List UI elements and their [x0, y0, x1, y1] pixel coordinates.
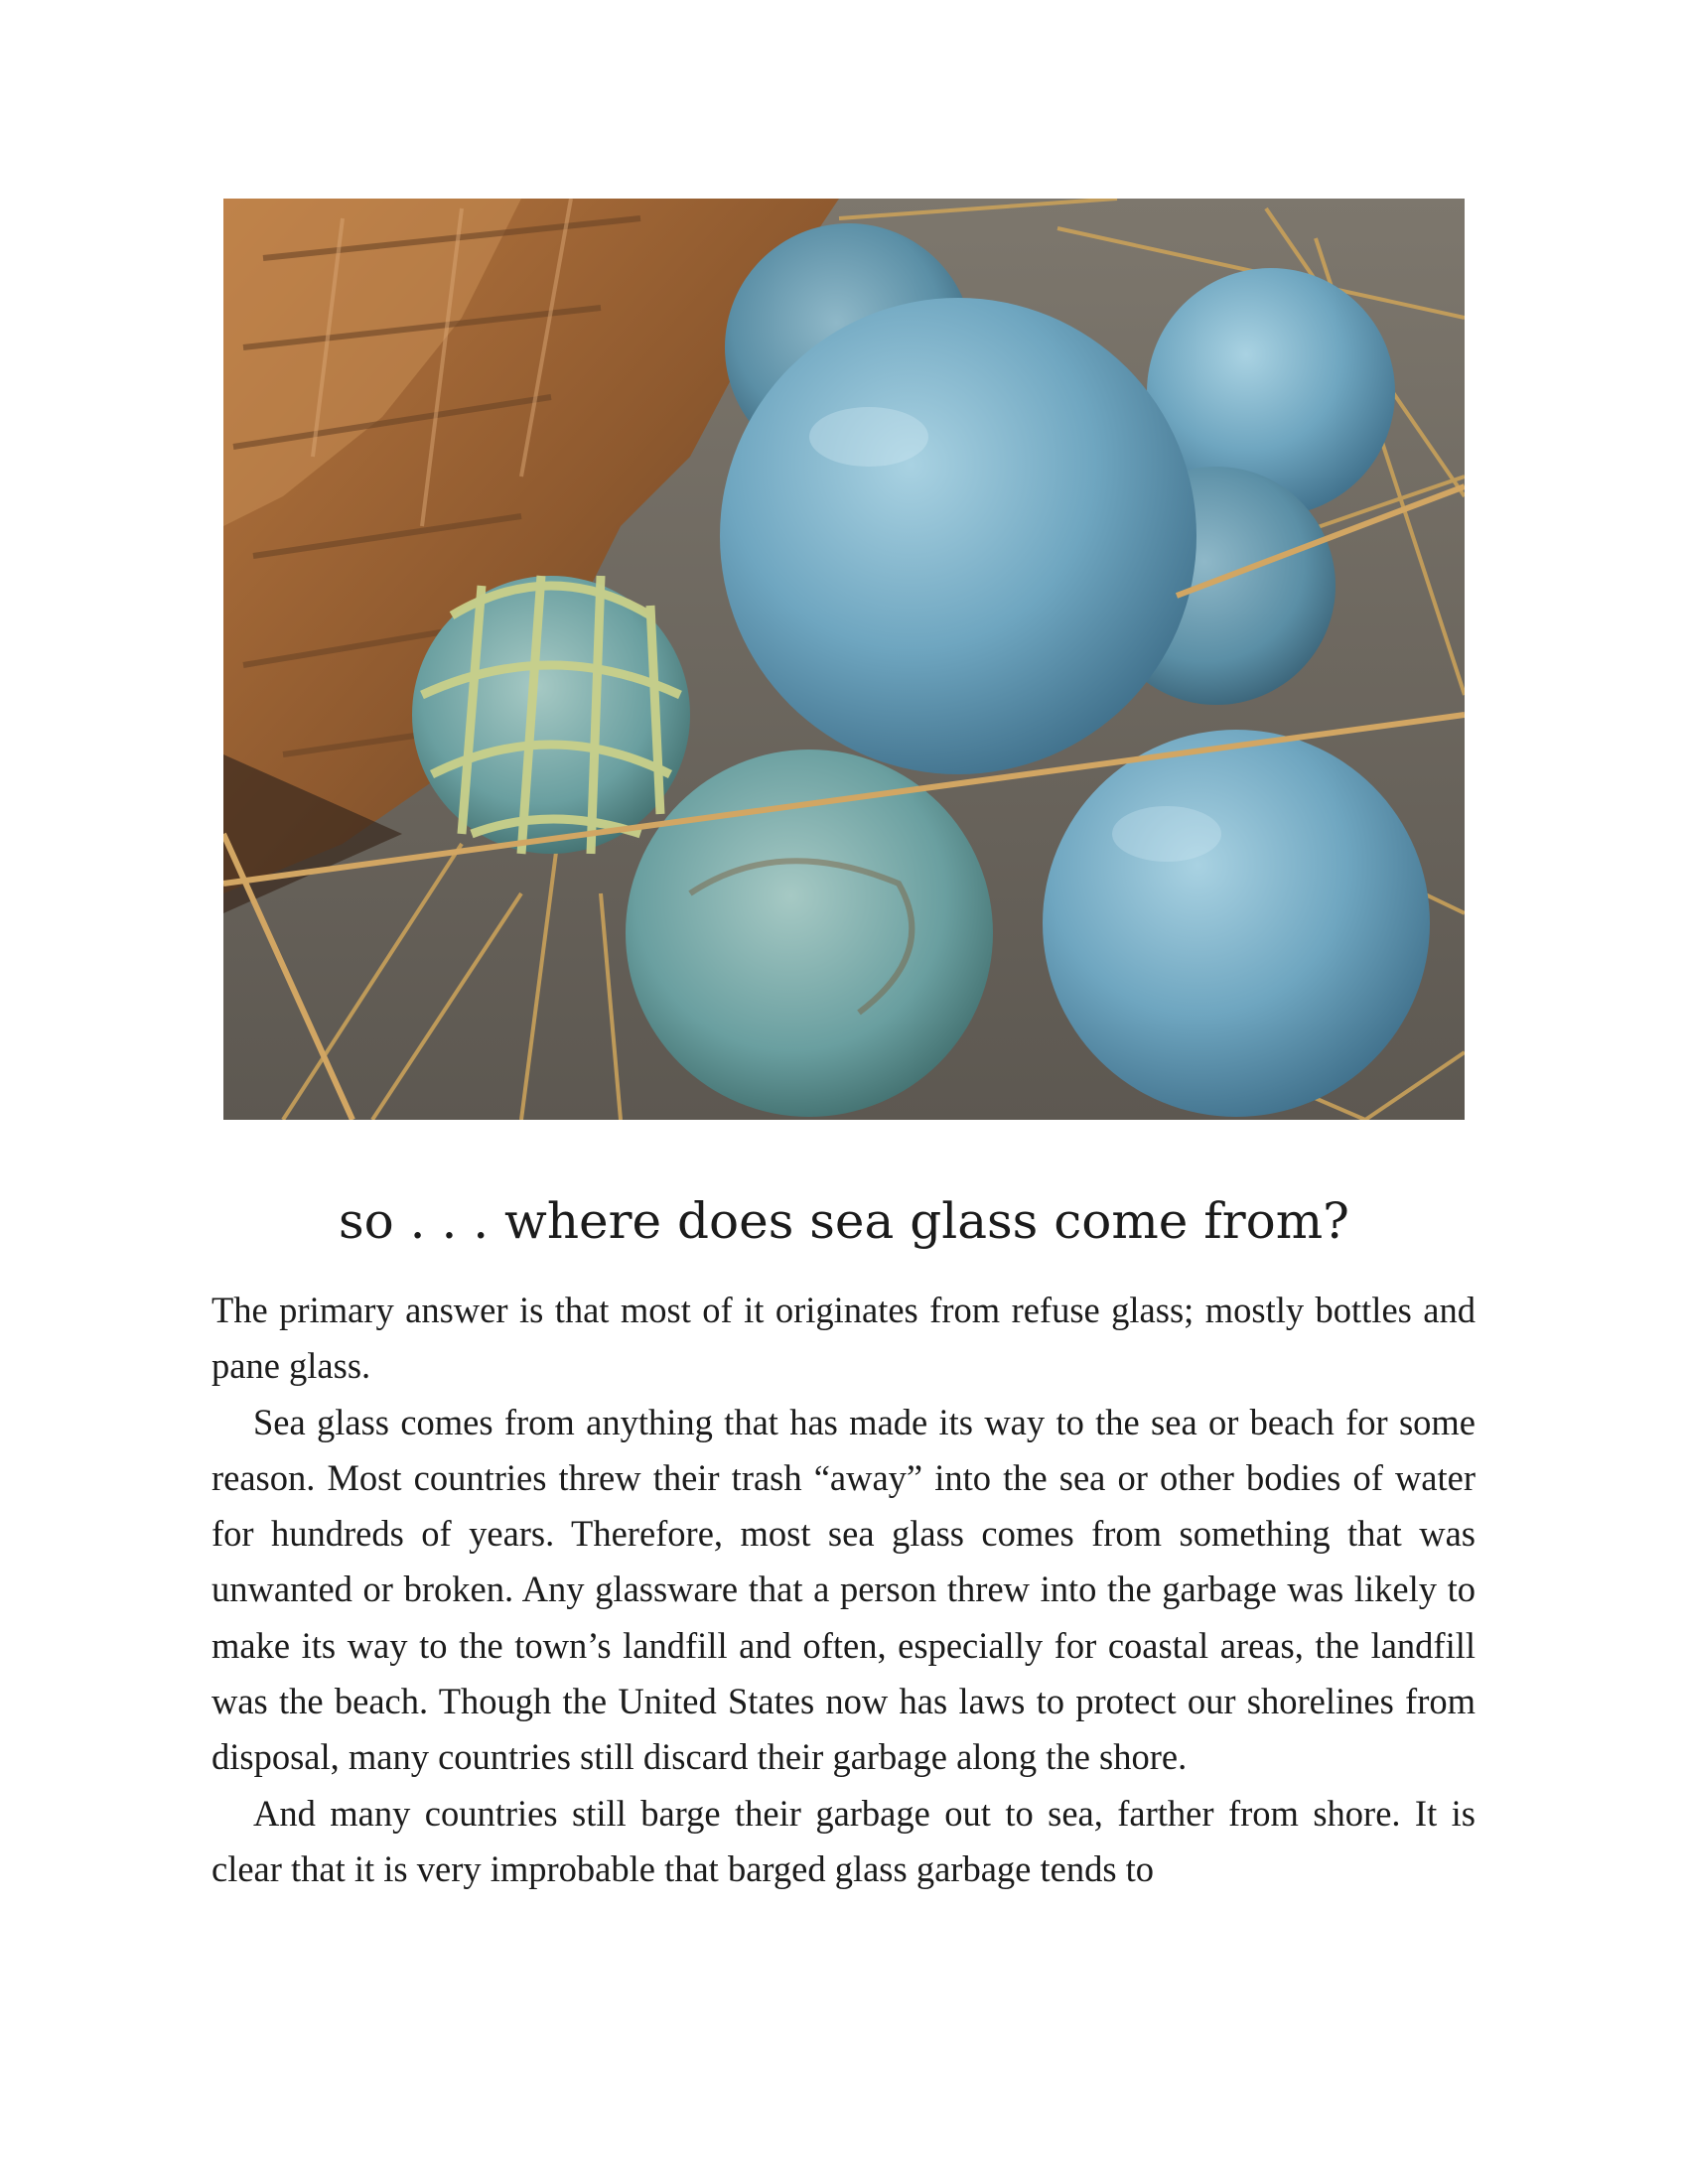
section-heading: so . . . where does sea glass come from?	[339, 1192, 1349, 1250]
glass-floats-illustration	[223, 199, 1465, 1120]
paragraph: And many countries still barge their garbage out to sea, farther from shore. It is clear that it is very improbable that barged glass garbage tends to	[211, 1792, 1476, 1889]
paragraph: Sea glass comes from anything that has made its way to the sea or beach for some reason. Most countries threw their trash “away” into the sea or other bodies of water for hundreds of years. Therefore, most sea glass comes from something that was unwanted or broken. Any glassware that a person threw into the garbage was likely to make its way to the town’s landfill and often, especially for coastal areas, the landfill was the beach. Though the United States now has laws to protect our shorelines from disposal, many countries still discard their garbage along the shore.	[211, 1401, 1476, 1778]
body-text	[211, 1283, 1476, 1897]
photo-glass-floats	[223, 199, 1465, 1120]
paragraph: The primary answer is that most of it originates from refuse glass; mostly bottles and pane glass.	[211, 1290, 1476, 1387]
